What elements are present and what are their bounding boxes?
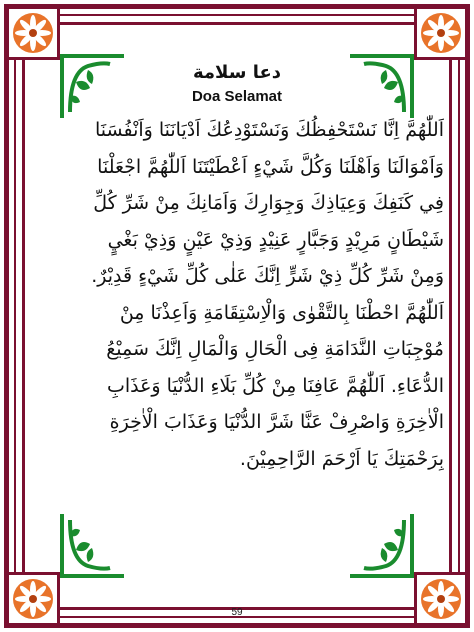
page-number: 59 [231,607,243,618]
prayer-line: اَللّٰهُمَّ اِنَّا نَسْتَحْفِظُكَ وَنَسْتَوْدِعُكَ اَدْيَانَنَا وَاَنْفُسَنَا [95,119,444,141]
prayer-text [30,112,444,552]
prayer-line: وَمِنْ شَرِّ كُلِّ ذِيْ شَرٍّ اِنَّكَ عَلٰى كُلِّ شَيْءٍ قَدِيْرٌ. [91,265,444,287]
prayer-line: الدُّعَاءِ. اَللّٰهُمَّ عَافِنَا مِنْ كُلِّ بَلَاءِ الدُّنْيَا وَعَذَابِ [106,374,444,397]
page-title-arabic: دعا سلامة [193,62,281,83]
prayer-line: اَللّٰهُمَّ احْطْنَا بِالتَّقْوٰى وَالْاِسْتِقَامَةِ وَاَعِذْنَا مِنْ [119,301,444,324]
flower-ornament-icon [6,6,60,60]
prayer-line: فِي كَنَفِكَ وَعِيَاذِكَ وَجِوَارِكَ وَاَمَانِكَ مِنْ شَرِّ كُلِّ [93,192,444,214]
prayer-line: شَيْطَانٍ مَرِيْدٍ وَجَبَّارٍ عَنِيْدٍ وَذِيْ عَيْنٍ وَذِيْ بَغْيٍ [107,228,444,251]
page-title-latin: Doa Selamat [191,88,283,105]
flower-ornament-icon [414,6,468,60]
prayer-line: بِرَحْمَتِكَ يَا اَرْحَمَ الرَّاحِمِيْنَ. [239,447,444,470]
prayer-line: وَاَمْوَالَنَا وَاَهْلَنَا وَكُلَّ شَيْءٍ اَعْطَيْتَنَا اَللّٰهُمَّ اجْعَلْنَا [97,155,444,178]
prayer-line: مُوْجِبَاتِ النَّدَامَةِ فِى الْحَالِ وَالْمَالِ اِنَّكَ سَمِيْعُ [106,338,444,360]
prayer-line: الْاٰخِرَةِ وَاصْرِفْ عَنَّا شَرَّ الدُّنْيَا وَعَذَابَ الْاٰخِرَةِ [109,411,444,433]
